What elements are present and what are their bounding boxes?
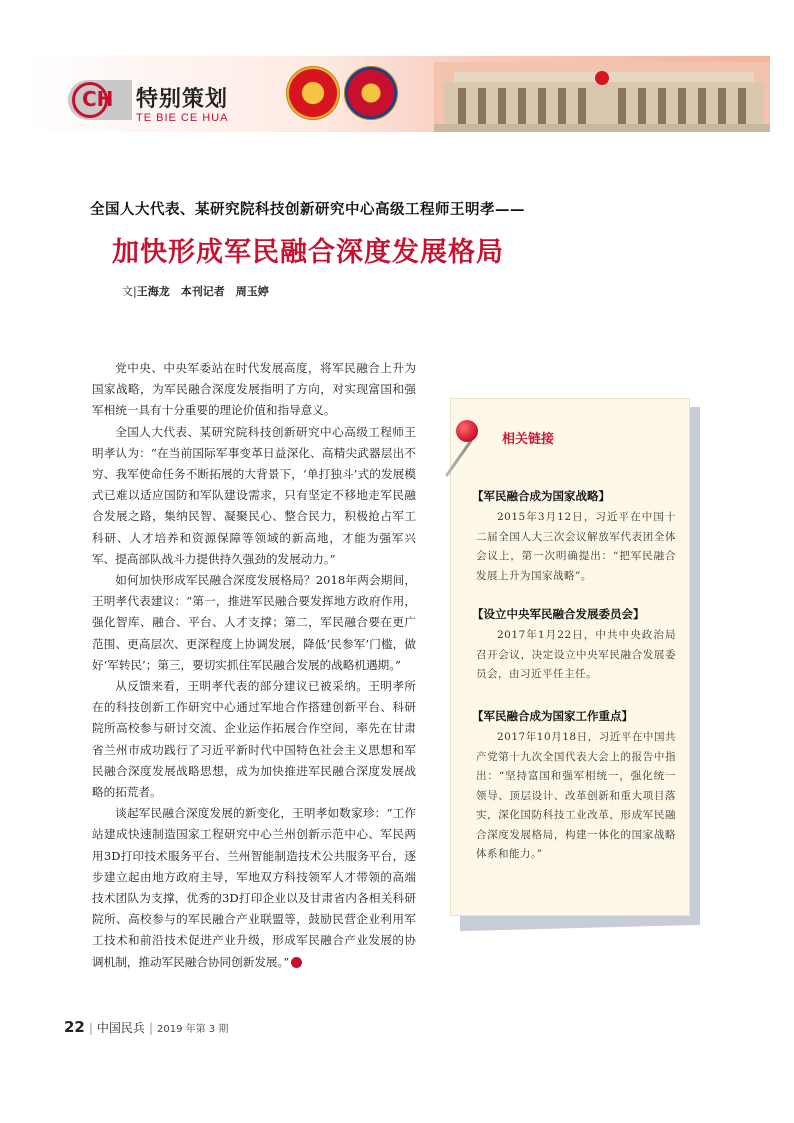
article-kicker: 全国人大代表、某研究院科技创新研究中心高级工程师王明孝—— xyxy=(90,201,525,218)
related-link-heading: 【军民融合成为国家工作重点】 xyxy=(472,709,633,723)
section-title: 特别策划 xyxy=(136,87,229,112)
section-logo-text: CH xyxy=(82,87,114,111)
related-link-text: 2017年1月22日，中共中央政治局召开会议，决定设立中央军民融合发展委员会，由习近平任主任。 xyxy=(476,629,676,680)
article-body xyxy=(92,358,416,973)
related-link-item xyxy=(472,488,676,586)
cppcc-emblem-icon xyxy=(344,66,398,120)
national-emblem-icon xyxy=(286,66,340,120)
related-link-heading: 【设立中央军民融合发展委员会】 xyxy=(472,607,645,621)
related-link-item xyxy=(472,708,676,865)
section-logo xyxy=(68,80,132,120)
page-number: 22 xyxy=(64,1018,85,1036)
related-link-heading: 【军民融合成为国家战略】 xyxy=(472,489,610,503)
paragraph: 党中央、中央军委站在时代发展高度，将军民融合上升为国家战略，为军民融合深度发展指明了方向，对实现富国和强军相统一具有十分重要的理论价值和指导意义。 xyxy=(92,361,416,418)
related-link-item xyxy=(472,606,676,685)
section-subtitle: TE BIE CE HUA xyxy=(136,112,229,124)
byline-authors: 王海龙 本刊记者 周玉婷 xyxy=(136,285,269,298)
paragraph: 从反馈来看，王明孝代表的部分建议已被采纳。王明孝所在的科技创新工作研究中心通过军地合作搭建创新平台、科研院所高校参与研讨交流、企业运作拓展合作空间，率先在甘肃省兰州市成功践行了习近平新时代中国特色社会主义思想和军民融合深度发展战略思想，成为加快推进军民融合深度发展战略的拓荒者。 xyxy=(92,679,416,800)
end-mark-icon xyxy=(291,957,302,968)
article-title: 加快形成军民融合深度发展格局 xyxy=(112,237,504,268)
related-links-label: 相关链接 xyxy=(502,432,555,447)
paragraph-last xyxy=(92,803,416,973)
header-banner xyxy=(24,56,770,132)
article-byline: 文|王海龙 本刊记者 周玉婷 xyxy=(122,285,269,298)
pushpin-icon xyxy=(456,420,478,442)
magazine-name: 中国民兵 xyxy=(96,1021,145,1035)
paragraph: 全国人大代表、某研究院科技创新研究中心高级工程师王明孝认为：“在当前国际军事变革日益深化、高精尖武器层出不穷、我军使命任务不断拓展的大背景下，‘单打独斗’式的发展模式已难以适应国防和军队建设需求，只有坚定不移地走军民融合发展之路，集纳民智、凝聚民心、整合民力，积极抢占军工科研、人才培养和资源保障等领域的新高地，才能为强军兴军、提高部队战斗力提供持久强劲的发展动力。” xyxy=(92,424,416,566)
related-link-text: 2017年10月18日，习近平在中国共产党第十九次全国代表大会上的报告中指出：“坚持富国和强军相统一，强化统一领导、顶层设计、改革创新和重大项目落实，深化国防科技工业改革，形成军民融合深度发展格局，构建一体化的国家战略体系和能力。” xyxy=(476,731,676,860)
related-link-text: 2015年3月12日，习近平在中国十二届全国人大三次会议解放军代表团全体会议上，第一次明确提出：“把军民融合发展上升为国家战略”。 xyxy=(476,511,676,582)
issue-info: 2019 年第 3 期 xyxy=(156,1024,229,1035)
great-hall-image xyxy=(434,62,770,132)
byline-prefix: 文 xyxy=(122,285,133,298)
page-footer: 22 | 中国民兵 | 2019 年第 3 期 xyxy=(64,1018,229,1036)
paragraph: 如何加快形成军民融合深度发展格局？2018年两会期间，王明孝代表建议：“第一，推进军民融合要发挥地方政府作用，强化智库、融合、平台、人才支撑；第二，军民融合要在更广范围、更高层次、更深程度上协调发展，降低‘民参军’门槛，做好‘军转民’；第三，要切实抓住军民融合发展的战略机遇期。” xyxy=(92,573,416,672)
paragraph: 谈起军民融合深度发展的新变化，王明孝如数家珍：“工作站建成快速制造国家工程研究中心兰州创新示范中心、军民两用3D打印技术服务平台、兰州智能制造技术公共服务平台，逐步建立起由地方政府主导，军地双方科技领军人才带领的高端技术团队为支撑，优秀的3D打印企业以及甘肃省内各相关科研院所、高校参与的军民融合产业联盟等，鼓励民营企业利用军工技术和前沿技术促进产业升级，形成军民融合产业发展的协调机制，推动军民融合协同创新发展。” xyxy=(92,806,416,969)
